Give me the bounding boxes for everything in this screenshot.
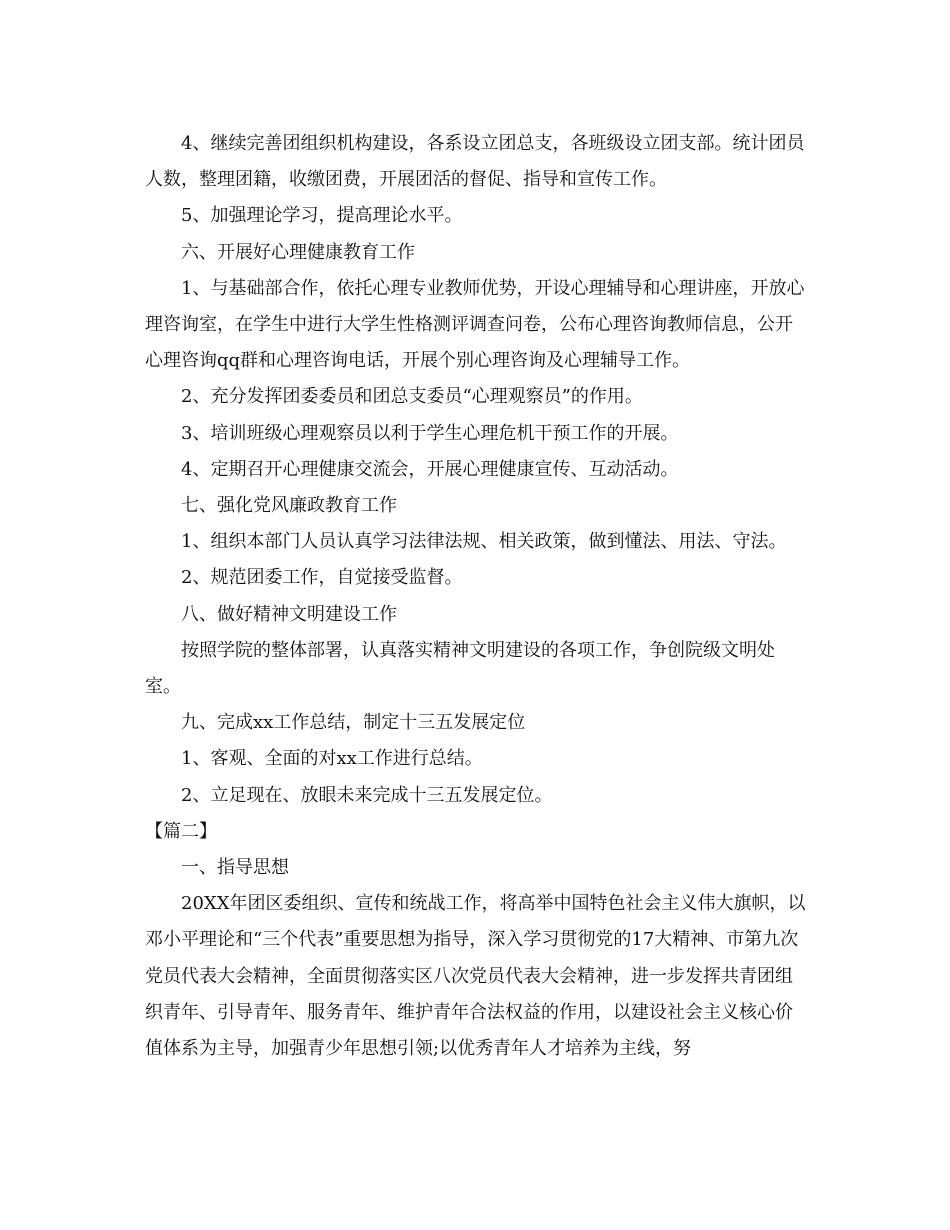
paragraph-org-structure: 4、继续完善团组织机构建设，各系设立团总支，各班级设立团支部。统计团员人数，整理团籍，收缴团费，开展团活的督促、指导和宣传工作。 bbox=[145, 133, 805, 191]
paragraph-counseling: 1、与基础部合作，依托心理专业教师优势，开设心理辅导和心理讲座，开放心理咨询室，在学生中进行大学生性格测评调查问卷，公布心理咨询教师信息，公开心理咨询qq群和心理咨询电话，开展个别心理咨询及心理辅导工作。 bbox=[145, 277, 805, 372]
paragraph-civilization: 按照学院的整体部署，认真落实精神文明建设的各项工作，争创院级文明处室。 bbox=[145, 639, 775, 698]
paragraph-positioning: 2、立足现在、放眼未来完成十三五发展定位。 bbox=[181, 784, 553, 806]
paragraph-guiding-ideology: 20XX年团区委组织、宣传和统战工作，将高举中国特色社会主义伟大旗帜，以邓小平理论和“三个代表”重要思想为指导，深入学习贯彻党的17大精神、市第九次党员代表大会精神，全面贯彻落实区八次党员代表大会精神，进一步发挥共青团组织青年、引导青年、服务青年、维护青年合法权益的作用，以建设社会主义核心价值体系为主导，加强青少年思想引领;以优秀青年人才培养为主线，努 bbox=[145, 893, 806, 1060]
document-body bbox=[145, 126, 810, 1067]
paragraph-observers: 2、充分发挥团委委员和团总支委员“心理观察员”的作用。 bbox=[181, 386, 643, 408]
heading-integrity: 七、强化党风廉政教育工作 bbox=[181, 495, 397, 517]
paragraph-summary: 1、客观、全面的对xx工作进行总结。 bbox=[181, 748, 483, 770]
paragraph-supervision: 2、规范团委工作，自觉接受监督。 bbox=[181, 567, 463, 589]
paragraph-exchange: 4、定期召开心理健康交流会，开展心理健康宣传、互动活动。 bbox=[181, 458, 679, 480]
heading-guiding-ideology: 一、指导思想 bbox=[181, 857, 289, 879]
paragraph-law-study: 1、组织本部门人员认真学习法律法规、相关政策，做到懂法、用法、守法。 bbox=[181, 531, 787, 553]
paragraph-theory-study: 5、加强理论学习，提高理论水平。 bbox=[181, 205, 463, 227]
heading-summary: 九、完成xx工作总结，制定十三五发展定位 bbox=[181, 712, 526, 734]
paragraph-training: 3、培训班级心理观察员以利于学生心理危机干预工作的开展。 bbox=[181, 422, 679, 444]
section-marker-part-two: 【篇二】 bbox=[145, 820, 217, 842]
heading-civilization: 八、做好精神文明建设工作 bbox=[181, 603, 397, 625]
heading-mental-health: 六、开展好心理健康教育工作 bbox=[181, 241, 415, 263]
